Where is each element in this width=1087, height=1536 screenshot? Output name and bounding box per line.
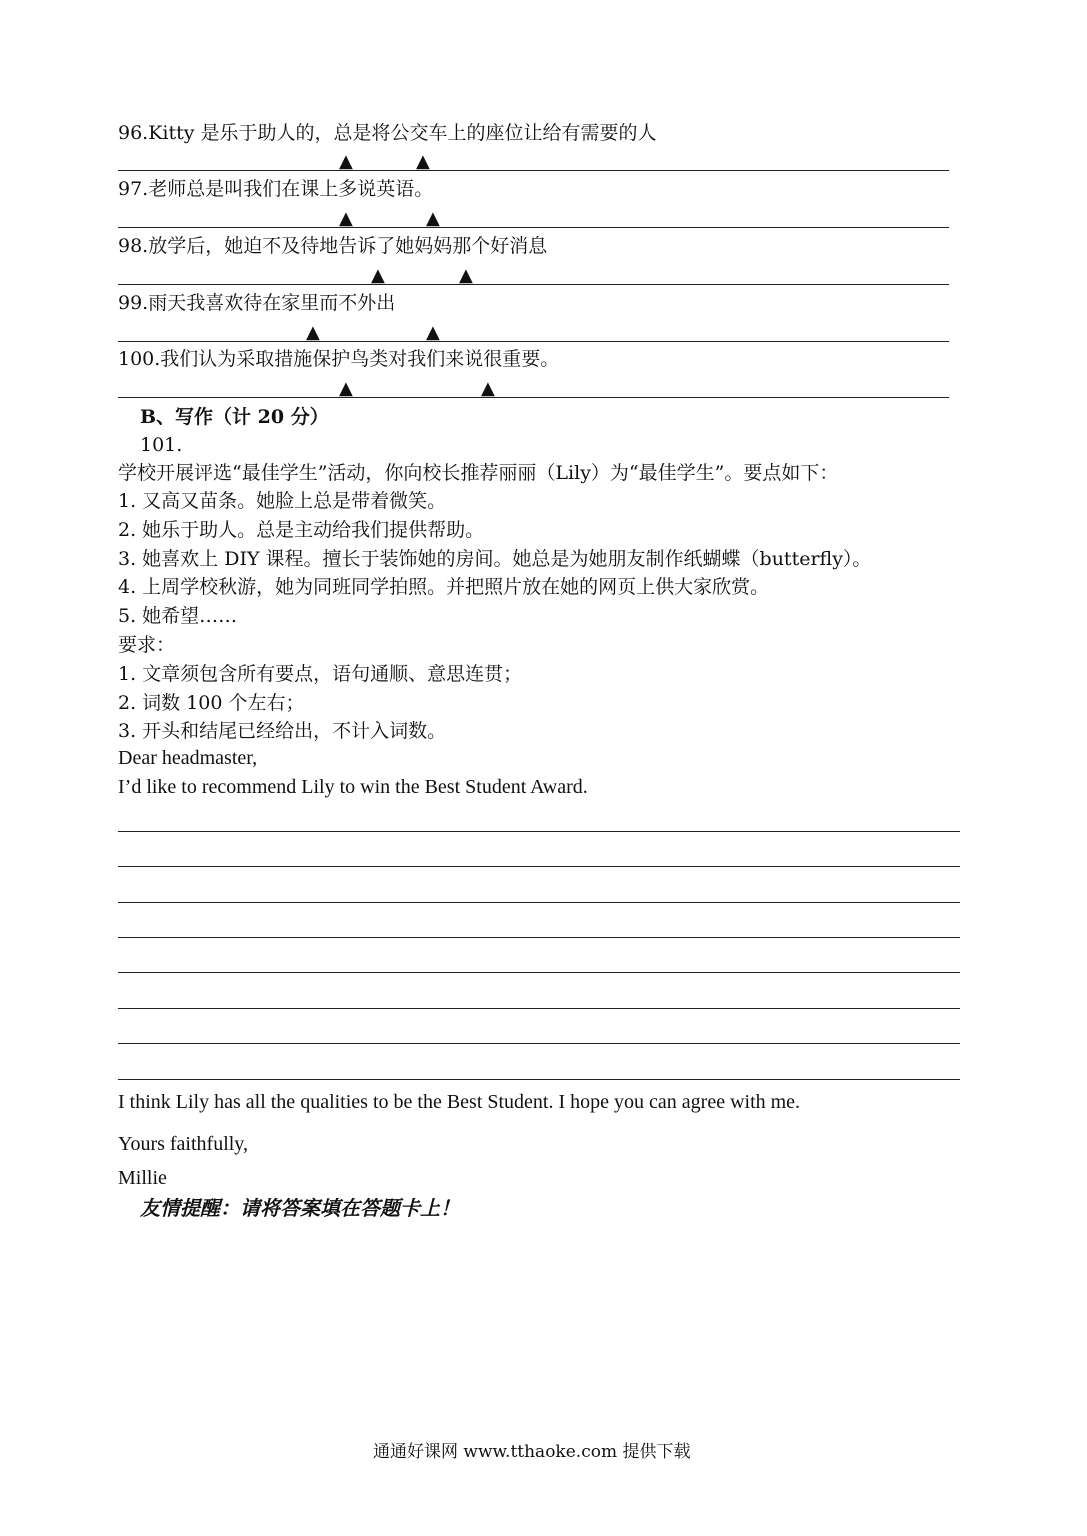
question-96: 96.Kitty 是乐于助人的，总是将公交车上的座位让给有需要的人 [118, 122, 657, 144]
answer-line-100 [118, 397, 949, 398]
writing-line[interactable] [118, 866, 960, 867]
answer-line-96 [118, 170, 949, 171]
question-99: 99.雨天我喜欢待在家里而不外出 [118, 292, 396, 314]
question-98: 98.放学后，她迫不及待地告诉了她妈妈那个好消息 [118, 235, 548, 257]
key-point: 1. 又高又苗条。她脸上总是带着微笑。 [118, 490, 447, 512]
letter-signoff: Yours faithfully, [118, 1133, 249, 1155]
key-point: 3. 她喜欢上 DIY 课程。擅长于装饰她的房间。她总是为她朋友制作纸蝴蝶（butterfly）。 [118, 548, 872, 570]
key-point: 5. 她希望…… [118, 605, 238, 627]
requirement-item: 3. 开头和结尾已经给出，不计入词数。 [118, 720, 447, 742]
requirement-item: 2. 词数 100 个左右； [118, 692, 305, 714]
blank-marker: ▲ [371, 265, 385, 286]
question-number: 101. [140, 434, 183, 456]
key-point: 2. 她乐于助人。总是主动给我们提供帮助。 [118, 519, 485, 541]
question-100: 100.我们认为采取措施保护鸟类对我们来说很重要。 [118, 348, 560, 370]
writing-line[interactable] [118, 1008, 960, 1009]
blank-marker: ▲ [339, 151, 353, 172]
writing-line[interactable] [118, 972, 960, 973]
blank-marker: ▲ [426, 322, 440, 343]
blank-marker: ▲ [426, 208, 440, 229]
answer-line-97 [118, 227, 949, 228]
blank-marker: ▲ [339, 208, 353, 229]
letter-signature: Millie [118, 1167, 167, 1189]
answer-line-98 [118, 284, 949, 285]
requirements-label: 要求： [118, 634, 176, 656]
blank-marker: ▲ [339, 378, 353, 399]
writing-line[interactable] [118, 1079, 960, 1080]
section-title: B、写作（计 20 分） [140, 406, 329, 428]
writing-line[interactable] [118, 1043, 960, 1044]
blank-marker: ▲ [306, 322, 320, 343]
letter-salutation: Dear headmaster, [118, 747, 258, 769]
writing-line[interactable] [118, 902, 960, 903]
blank-marker: ▲ [416, 151, 430, 172]
reminder-note: 友情提醒：请将答案填在答题卡上！ [140, 1196, 460, 1220]
page-footer: 通通好课网 www.tthaoke.com 提供下载 [373, 1442, 691, 1462]
key-point: 4. 上周学校秋游，她为同班同学拍照。并把照片放在她的网页上供大家欣赏。 [118, 576, 770, 598]
answer-line-99 [118, 341, 949, 342]
question-97: 97.老师总是叫我们在课上多说英语。 [118, 178, 434, 200]
writing-line[interactable] [118, 937, 960, 938]
writing-line[interactable] [118, 831, 960, 832]
blank-marker: ▲ [481, 378, 495, 399]
writing-prompt: 学校开展评选“最佳学生”活动，你向校长推荐丽丽（Lily）为“最佳学生”。要点如下： [118, 462, 839, 484]
letter-closing: I think Lily has all the qualities to be the Best Student. I hope you can agree with me. [118, 1091, 801, 1113]
letter-opening: I’d like to recommend Lily to win the Best Student Award. [118, 776, 588, 798]
requirement-item: 1. 文章须包含所有要点，语句通顺、意思连贯； [118, 663, 523, 685]
blank-marker: ▲ [459, 265, 473, 286]
